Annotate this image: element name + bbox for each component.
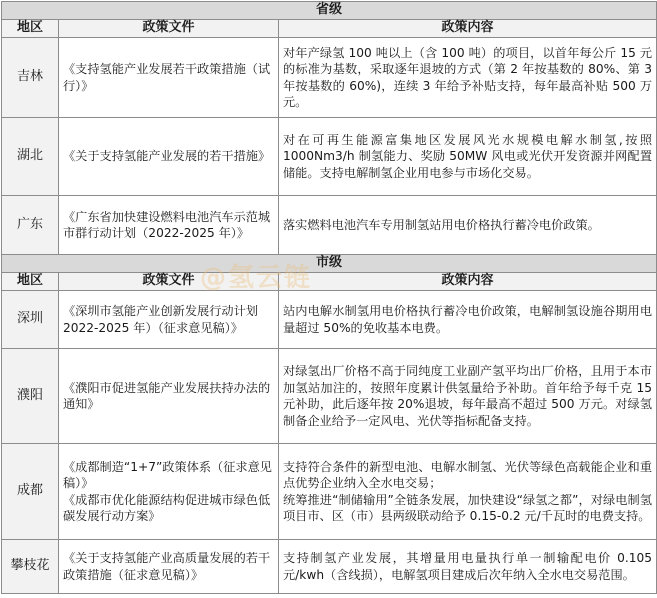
- section-title-provincial: 省级: [2, 2, 657, 20]
- content-cell: 支持制氢产业发展，其增量用电量执行单一制输配电价 0.105 元/kwh（含线损），电解氢项目建成后次年纳入全水电交易范围。: [279, 540, 657, 594]
- doc-line: 《成都制造“1+7”政策体系（征求意见稿）》: [63, 459, 272, 490]
- region-cell: 吉林: [2, 38, 59, 118]
- doc-cell: 《支持氢能产业发展若干政策措施（试行）》: [59, 38, 279, 118]
- doc-cell: 《关于支持氢能产业高质量发展的若干政策措施（征求意见稿）》: [59, 540, 279, 594]
- watermark-logo: @氢云链: [200, 263, 313, 293]
- policy-table: [1, 1, 657, 594]
- header-content: 政策内容: [279, 273, 657, 291]
- content-line: 统筹推进“制储输用”全链条发展，加快建设“绿氢之都”，对绿电制氢项目市、区（市）县两级联动给予 0.15-0.2 元/千瓦时的电费支持。: [283, 492, 653, 523]
- header-region: 地区: [2, 273, 59, 291]
- region-cell: 广东: [2, 196, 59, 255]
- region-cell: 攀枝花: [2, 540, 59, 594]
- doc-cell: 《濮阳市促进氢能产业发展扶持办法的通知》: [59, 349, 279, 444]
- content-cell: 对年产绿氢 100 吨以上（含 100 吨）的项目，以首年每公斤 15 元的标准为基数，采取逐年退坡的方式（第 2 年按基数的 80%、第 3 年按基数的 60%)，连续 3 年给予补贴支持，每年最高补贴 500 万元。: [279, 38, 657, 118]
- table-row: [2, 291, 657, 349]
- doc-cell: 《深圳市氢能产业创新发展行动计划 2022-2025 年）（征求意见稿）》: [59, 291, 279, 349]
- region-cell: 成都: [2, 444, 59, 540]
- region-cell: 湖北: [2, 118, 59, 196]
- content-cell: 落实燃料电池汽车专用制氢站用电价格执行蓄冷电价政策。: [279, 196, 657, 255]
- content-cell: 对在可再生能源富集地区发展风光水规模电解水制氢,按照 1000Nm3/h 制氢能力、奖励 50MW 风电或光伏开发资源并网配置储能。支持电解制氢企业用电参与市场化交易。: [279, 118, 657, 196]
- content-line: 支持符合条件的新型电池、电解水制氢、光伏等绿色高载能企业和重点优势企业纳入全水电交易；: [283, 459, 653, 490]
- header-row-municipal: [2, 273, 657, 291]
- header-doc: 政策文件: [59, 273, 279, 291]
- table-row: [2, 349, 657, 444]
- region-cell: 濮阳: [2, 349, 59, 444]
- header-region: 地区: [2, 20, 59, 38]
- section-row-provincial: [2, 2, 657, 20]
- header-doc: 政策文件: [59, 20, 279, 38]
- table-row: [2, 540, 657, 594]
- section-title-municipal: 市级: [2, 255, 657, 273]
- doc-cell: [59, 444, 279, 540]
- table-row: [2, 118, 657, 196]
- doc-cell: 《广东省加快建设燃料电池汽车示范城市群行动计划（2022-2025 年）》: [59, 196, 279, 255]
- section-row-municipal: [2, 255, 657, 273]
- table-row: [2, 444, 657, 540]
- doc-cell: 《关于支持氢能产业发展的若干措施》: [59, 118, 279, 196]
- content-cell: 对绿氢出厂价格不高于同纯度工业副产氢平均出厂价格，且用于本市加氢站加注的，按照年度累计供氢量给予补助。首年给予每千克 15 元补助，此后逐年按 20%退坡，每年最高不超过 500 万元。对绿氢制备企业给予一定风电、光伏等指标配备支持。: [279, 349, 657, 444]
- table-row: [2, 38, 657, 118]
- region-cell: 深圳: [2, 291, 59, 349]
- header-row-provincial: [2, 20, 657, 38]
- doc-line: 《成都市优化能源结构促进城市绿色低碳发展行动方案》: [63, 492, 271, 523]
- content-cell: [279, 444, 657, 540]
- header-content: 政策内容: [279, 20, 657, 38]
- content-cell: 站内电解水制氢用电价格执行蓄冷电价政策，电解制氢设施谷期用电量超过 50%的免收基本电费。: [279, 291, 657, 349]
- table-row: [2, 196, 657, 255]
